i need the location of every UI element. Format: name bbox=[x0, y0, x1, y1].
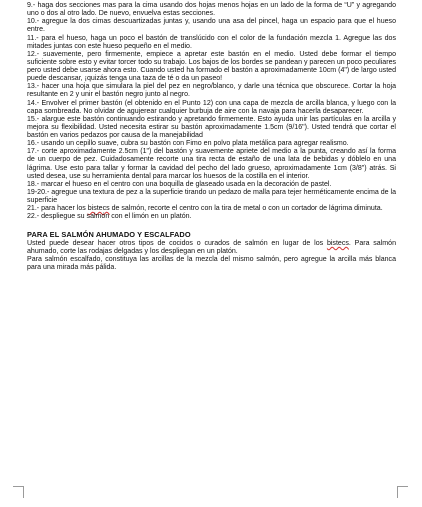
section-p1-before: Usted puede desear hacer otros tipos de cocidos o curados de salmón en lugar de los bbox=[27, 239, 327, 247]
step-12: 12.- suavemente, pero firmemente, empiece a apretar este bastón en el medio. Usted debe formar el tiempo suficiente sobre esto y evitar torcer todo su trabajo. Los bajos de los bordes se pandean y parecen un poco peculiares pero usted debe usarse ahora esto. Cuando usted ha formado el bastón a aproximadamente 10cm (4") de largo usted puede descansar, ¡quizás tenga una taza de té o da un paseo! bbox=[27, 50, 397, 83]
step-10: 10.- agregue la dos cimas descuartizadas juntas y, usando una asa del pincel, haga un espacio para que el hueso entre. bbox=[27, 18, 396, 34]
crop-mark-top-left-h bbox=[13, 486, 23, 487]
step-18: 18.- marcar el hueso en el centro con una boquilla de glaseado usada en la decoración de pastel. bbox=[27, 180, 332, 188]
step-21-before: 21.- para hacer los bbox=[27, 205, 88, 213]
step-19-20: 19-20.- agregue una textura de pez a la superficie tirando un pedazo de malla para tejer herméticamente encima de la superficie bbox=[27, 188, 397, 204]
crop-mark-top-left-v bbox=[23, 486, 24, 498]
section-title: PARA EL SALMÓN AHUMADO Y ESCALFADO bbox=[27, 230, 191, 240]
step-21-after: de salmón, recorte el centro con la tira de metal o con un cortador de lágrima diminuta. bbox=[109, 205, 383, 213]
spellcheck-marked-word: bistecs bbox=[87, 205, 110, 213]
section-paragraph-1 bbox=[27, 240, 396, 256]
step-22: 22.- despliegue su salmón con el limón en un platón. bbox=[27, 213, 192, 221]
step-16: 16.- usando un cepillo suave, cubra su bastón con Fimo en polvo plata metálica para agregar realismo. bbox=[27, 140, 349, 148]
crop-mark-bottom-right-v bbox=[397, 486, 398, 498]
crop-mark-bottom-right-h bbox=[398, 486, 408, 487]
step-15: 15.- alargue este bastón continuando estirando y apretando firmemente. Esto ayuda unir las partículas en la arcilla y mejora su flexibilidad. Usted necesita estirar su bastón aproximadamente 1.5cm (9/16"). Usted tendrá que cortar el bastón en varios pedazos por causa de la manejabilidad bbox=[27, 115, 396, 139]
step-11: 11.- para el hueso, haga un poco el bastón de translúcido con el color de la fundación mezcla 1. Agregue las dos mitades juntas con este hueso pequeño en el medio. bbox=[27, 34, 396, 50]
section-paragraph-2: Para salmón escalfado, constituya las arcillas de la mezcla del mismo salmón, pero agregue la arcilla más blanca para una mirada más pálida. bbox=[27, 256, 396, 272]
section-p1-after: . Para salmón ahumado, corte las rodajas delgadas y los despliegan en un platón. bbox=[27, 239, 397, 256]
step-17: 17.- corte aproximadamente 2.5cm (1") del bastón y suavemente apriete del medio a la punta, creando así la forma de un cuerpo de pez. Cuidadosamente recorte una tira recta de estaño de una lata de bebidas y dóblelo en una lágrima. Use esto para tallar y formar la cavidad del pecho del lado grueso, aproximadamente 1cm (3/8") atrás. Si usted desea, use su herramienta dental para marcar los huesos de la costilla en el interior. bbox=[27, 148, 396, 180]
step-21 bbox=[27, 205, 396, 213]
document-body bbox=[27, 2, 396, 272]
step-14: 14.- Envolver el primer bastón (el obtenido en el Punto 12) con una capa de mezcla de arcilla blanca, y luego con la capa sombreada. No olvidar de agujerear cualquier burbuja de aire con la navaja para hacerla desaparecer. bbox=[27, 99, 396, 115]
spellcheck-marked-word-2: bistecs bbox=[326, 239, 349, 247]
step-9: 9.- haga dos secciones mas para la cima usando dos hojas menos hojas en un lado de la forma de “U” y agregando uno o dos al otro lado. De nuevo, envuelva estas secciones. bbox=[27, 2, 396, 18]
step-13: 13.- hacer una hoja que simulara la piel del pez en negro/blanco, y darle una técnica que obscurece. Cortar la hoja resultante en 2 y unir el bastón negro junto al negro. bbox=[27, 83, 396, 99]
